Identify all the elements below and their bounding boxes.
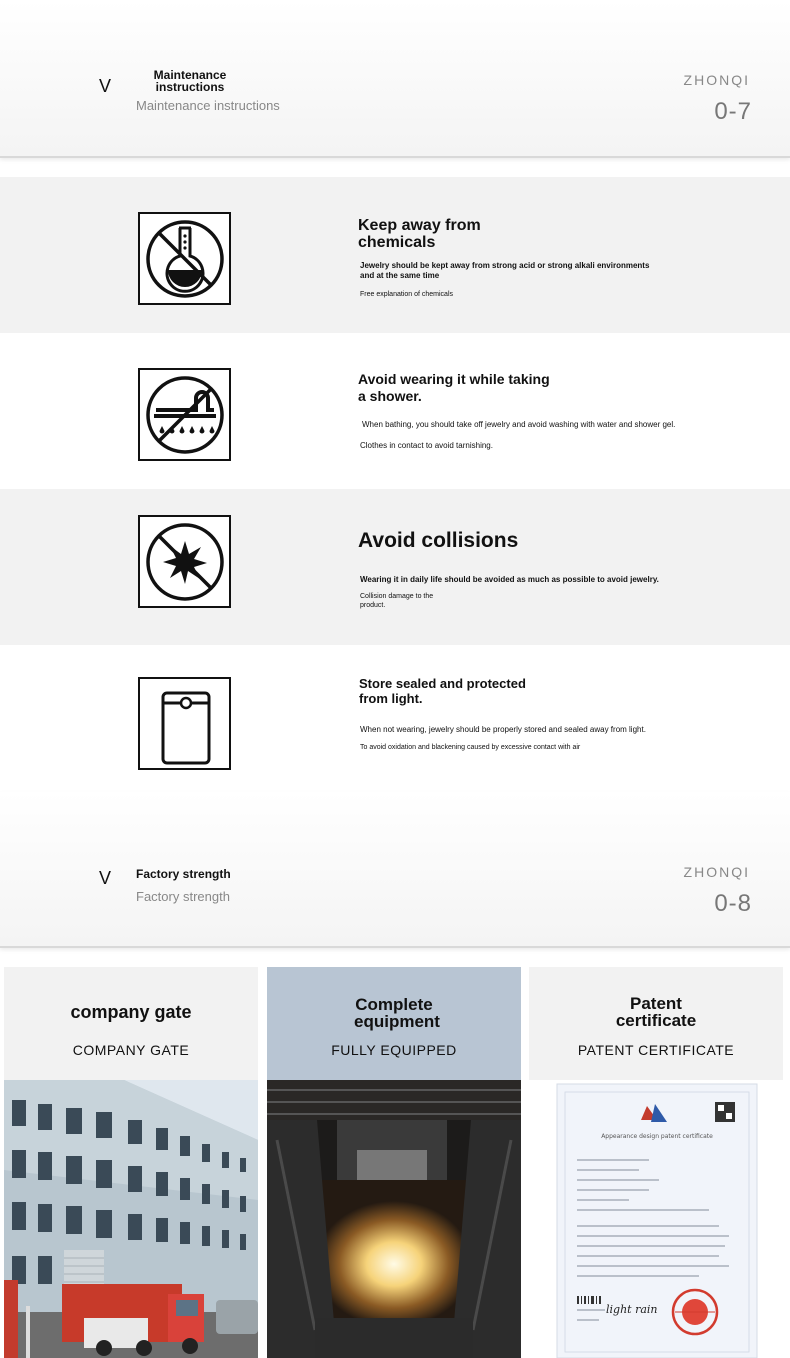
sealed-bag-icon	[138, 677, 231, 770]
section-number: 0-7	[714, 98, 752, 125]
shower-prohibited-icon	[138, 368, 231, 461]
care-item-note: Free explanation of chemicals	[360, 291, 453, 298]
section-subtitle: Maintenance instructions	[136, 98, 280, 113]
care-item-desc: Wearing it in daily life should be avoided as much as possible to avoid jewelry.	[360, 575, 659, 584]
care-item-title: Avoid wearing it while taking a shower.	[358, 371, 550, 404]
care-item-chemicals	[0, 177, 790, 333]
section-marker: V	[99, 868, 112, 888]
care-item-note: Clothes in contact to avoid tarnishing.	[360, 441, 493, 450]
care-item-desc: When not wearing, jewelry should be properly stored and sealed away from light.	[360, 725, 646, 734]
certificate-heading: Appearance design patent certificate	[601, 1133, 713, 1140]
card-subtitle: FULLY EQUIPPED	[331, 1042, 457, 1058]
care-item-shower	[0, 333, 790, 489]
card-title: company gate	[70, 1002, 192, 1022]
card-company-gate-header	[4, 967, 258, 1080]
card-equipment-header	[267, 967, 521, 1080]
care-item-note: To avoid oxidation and blackening caused by excessive contact with air	[360, 744, 581, 751]
card-title: Complete equipment	[354, 995, 440, 1031]
card-patent-header	[529, 967, 783, 1080]
card-subtitle: COMPANY GATE	[72, 1042, 190, 1058]
care-item-storage	[0, 645, 790, 792]
equipment-photo	[267, 1080, 521, 1358]
care-item-title: Store sealed and protected from light.	[359, 676, 526, 706]
certificate-handwriting: light rain	[606, 1303, 658, 1316]
brand-label: ZHONQI	[683, 72, 750, 88]
section-title: Factory strength	[136, 867, 231, 881]
care-item-collision	[0, 489, 790, 645]
section-number: 0-8	[714, 890, 752, 917]
chemical-flask-prohibited-icon	[138, 212, 231, 305]
care-item-desc: When bathing, you should take off jewelry and avoid washing with water and shower gel.	[362, 420, 676, 429]
patent-certificate-photo	[529, 1080, 783, 1358]
card-subtitle: PATENT CERTIFICATE	[577, 1042, 735, 1058]
section-marker: V	[99, 76, 112, 96]
collision-prohibited-icon	[138, 515, 231, 608]
care-item-desc: Jewelry should be kept away from strong acid or strong alkali environments and at the same time	[360, 261, 650, 280]
section-header-maintenance	[0, 0, 790, 158]
company-gate-photo	[4, 1080, 258, 1358]
care-item-title: Avoid collisions	[358, 529, 519, 552]
section-header-factory	[0, 792, 790, 948]
card-title: Patent certificate	[615, 994, 697, 1030]
brand-label: ZHONQI	[683, 864, 750, 880]
care-item-note: Collision damage to the product.	[360, 593, 434, 609]
section-title: Maintenance instructions	[153, 68, 227, 94]
section-subtitle: Factory strength	[136, 889, 230, 904]
care-item-title: Keep away from chemicals	[358, 217, 481, 251]
